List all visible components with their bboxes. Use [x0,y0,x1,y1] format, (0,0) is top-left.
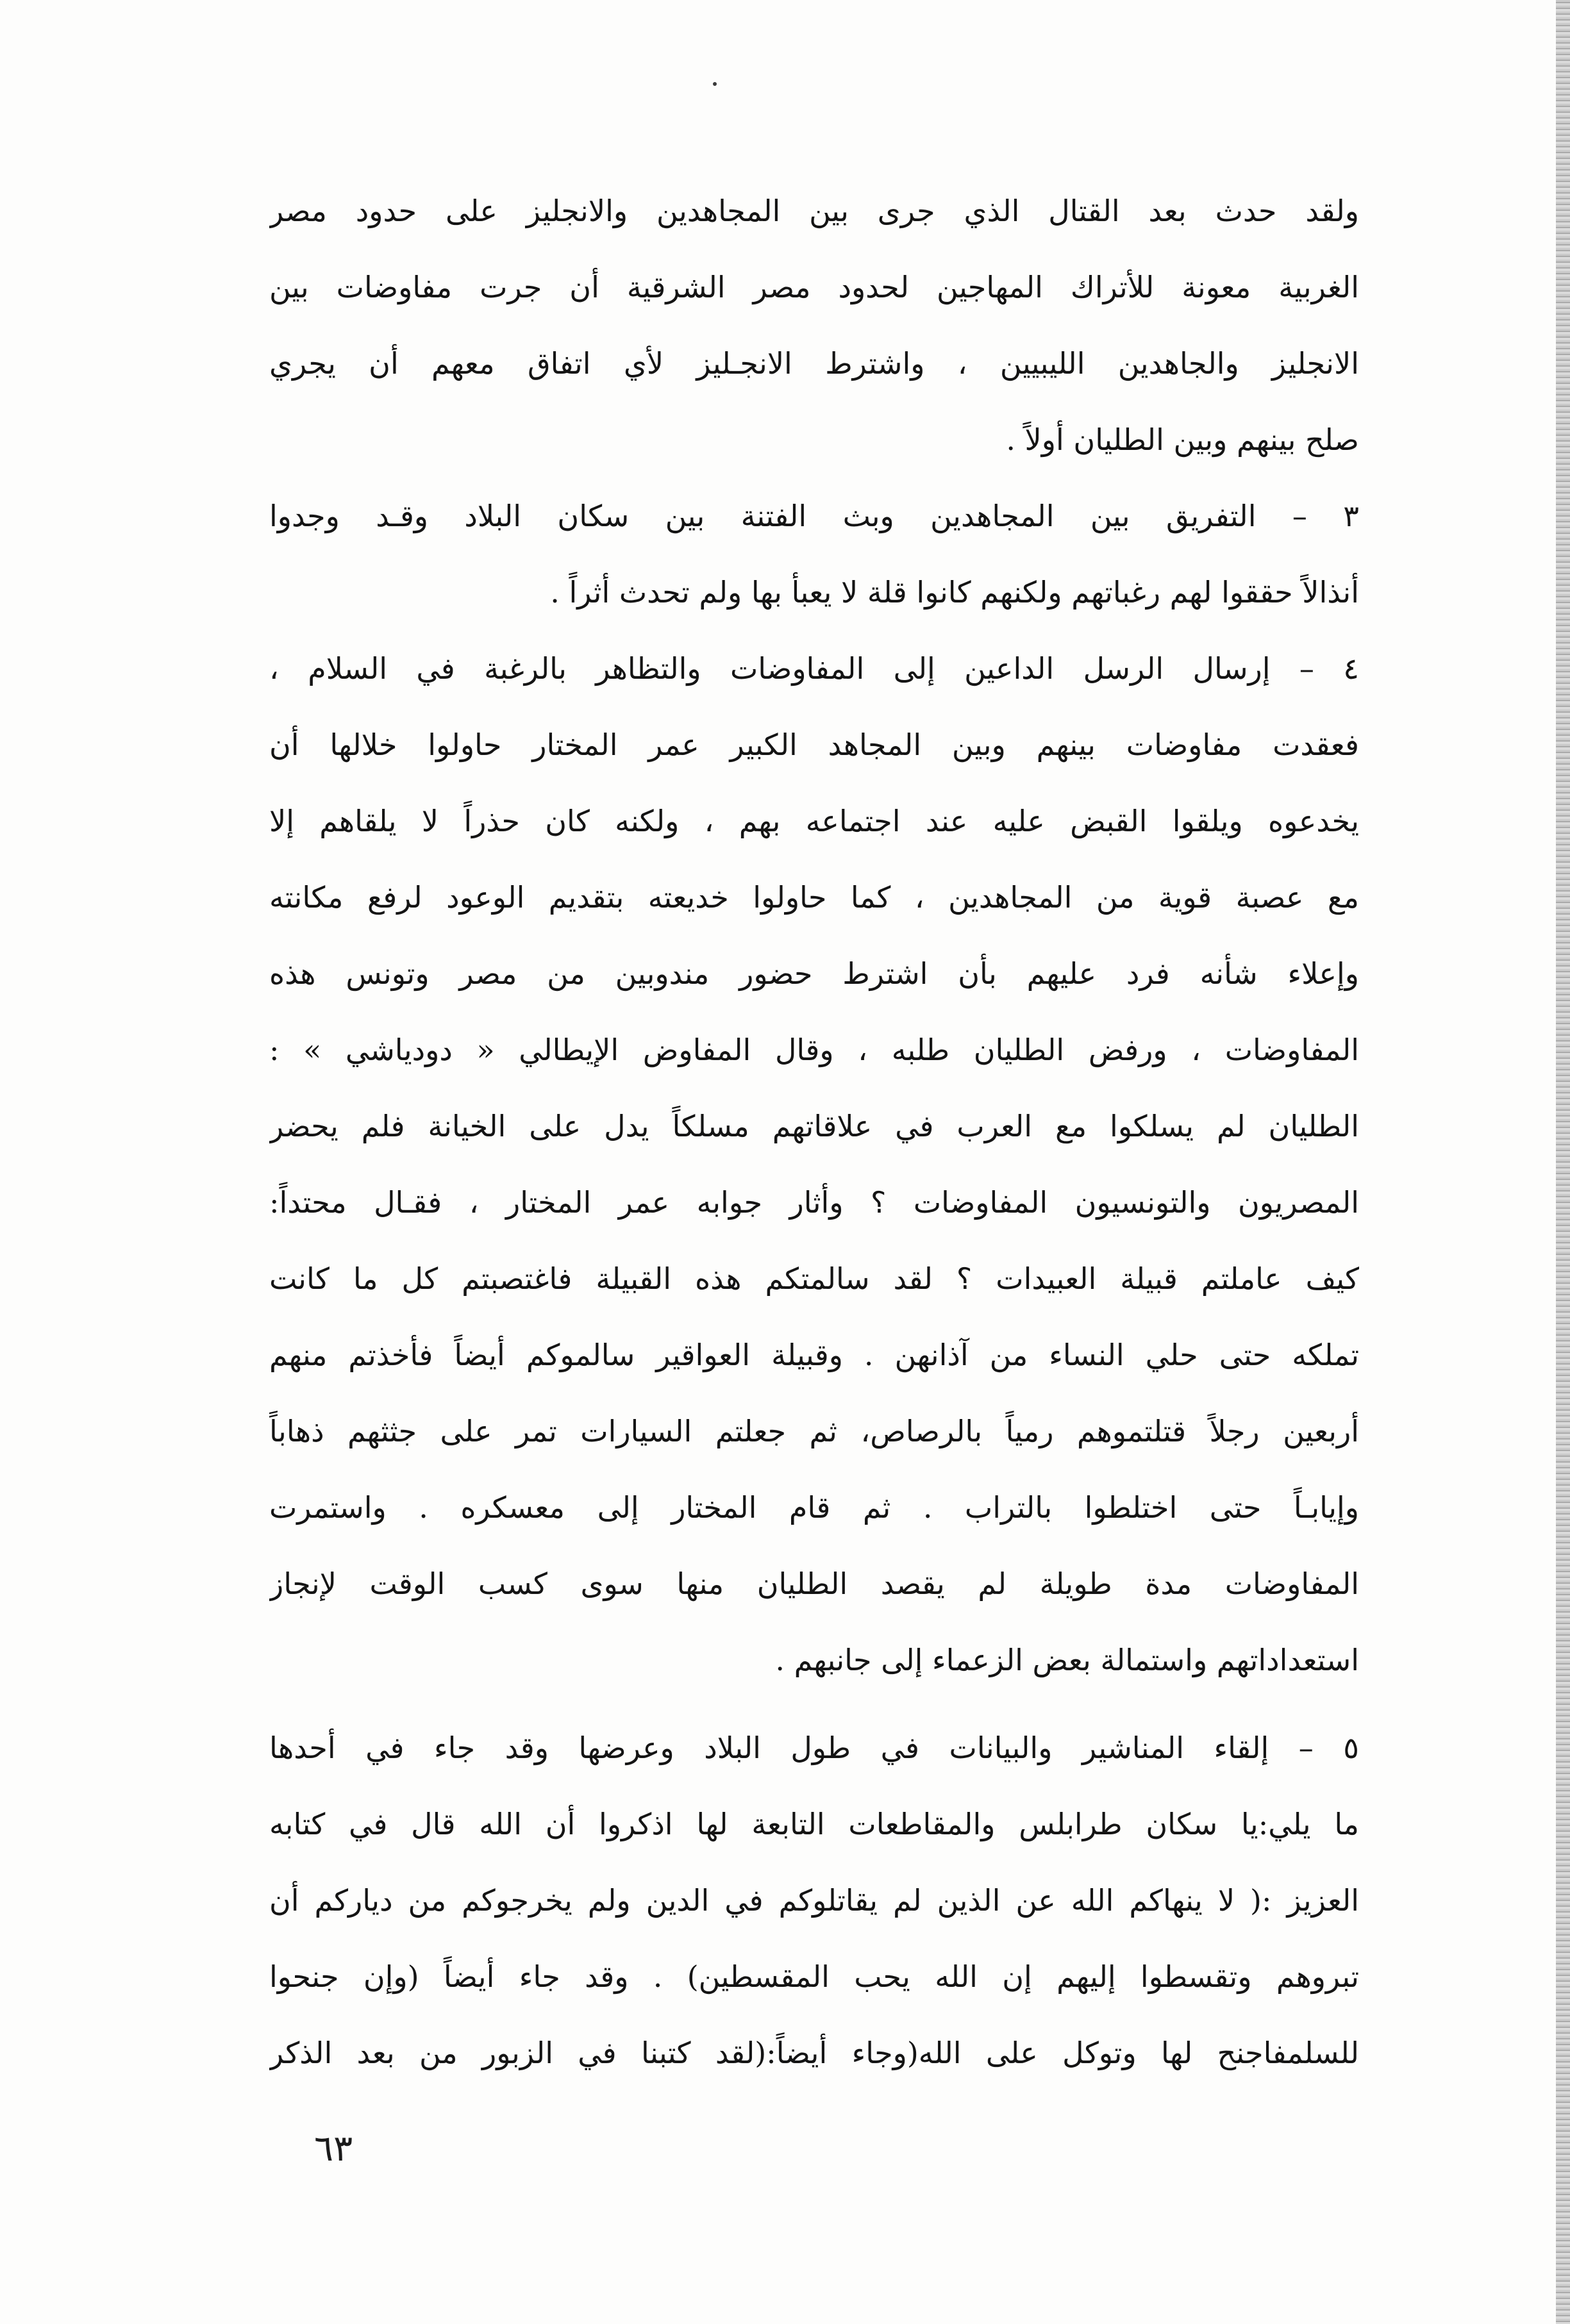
page-body-text [269,173,1359,2091]
text-line: فعقدت مفاوضات بينهم وبين المجاهد الكبير عمر المختار حاولوا خلالها أن [269,727,1359,762]
text-line: استعداداتهم واستمالة بعض الزعماء إلى جانبهم . [775,1643,1359,1677]
paragraph-1 [269,173,1359,478]
text-line: المفاوضات مدة طويلة لم يقصد الطليان منها سوى كسب الوقت لإنجاز [269,1566,1359,1601]
text-line: تبروهم وتقسطوا إليهم إن الله يحب المقسطين) . وقد جاء أيضاً (وإن جنحوا [269,1959,1359,1994]
page-number: ٦٣ [314,2128,353,2170]
text-line: أنذالاً حققوا لهم رغباتهم ولكنهم كانوا قلة لا يعبأ بها ولم تحدث أثراً . [550,575,1359,610]
text-line: صلح بينهم وبين الطليان أولاً . [1006,422,1359,457]
page-edge-scan-artifact [1556,0,1570,2324]
text-line: ٤ – إرسال الرسل الداعين إلى المفاوضات والتظاهر بالرغبة في السلام ، [269,651,1359,686]
text-line: للسلمفاجنح لها وتوكل على الله(وجاء أيضاً:(لقد كتبنا في الزبور من بعد الذكر [269,2036,1359,2070]
text-line: المفاوضات ، ورفض الطليان طلبه ، وقال المفاوض الإيطالي « دودياشي » : [269,1033,1359,1067]
text-line: ولقد حدث بعد القتال الذي جرى بين المجاهدين والانجليز على حدود مصر [269,194,1359,228]
paragraph-2-item-3 [269,478,1359,631]
paragraph-4-item-5 [269,1710,1359,2091]
text-line: ٣ – التفريق بين المجاهدين وبث الفتنة بين سكان البلاد وقـد وجدوا [269,499,1359,533]
text-line: الغربية معونة للأتراك المهاجين لحدود مصر الشرقية أن جرت مفاوضات بين [269,270,1359,304]
text-line: تملكه حتى حلي النساء من آذانهن . وقبيلة العواقير سالموكم أيضاً فأخذتم منهم [269,1338,1359,1372]
text-line: الانجليز والجاهدين الليبيين ، واشترط الانجـليز لأي اتفاق معهم أن يجري [269,346,1359,381]
text-line: وإعلاء شأنه فرد عليهم بأن اشترط حضور مندوبين من مصر وتونس هذه [269,956,1359,991]
text-line: ٥ – إلقاء المناشير والبيانات في طول البلاد وعرضها وقد جاء في أحدها [269,1731,1359,1765]
text-line: الطليان لم يسلكوا مع العرب في علاقاتهم مسلكاً يدل على الخيانة فلم يحضر [269,1109,1359,1143]
text-line: المصريون والتونسيون المفاوضات ؟ وأثار جوابه عمر المختار ، فقـال محتداً: [269,1185,1359,1220]
text-line: كيف عاملتم قبيلة العبيدات ؟ لقد سالمتكم هذه القبيلة فاغتصبتم كل ما كانت [269,1261,1359,1296]
paragraph-3-item-4 [269,631,1359,1698]
text-line: العزيز :( لا ينهاكم الله عن الذين لم يقاتلوكم في الدين ولم يخرجوكم من دياركم أن [269,1883,1359,1918]
text-line: يخدعوه ويلقوا القبض عليه عند اجتماعه بهم ، ولكنه كان حذراً لا يلقاهم إلا [269,804,1359,838]
text-line: مع عصبة قوية من المجاهدين ، كما حاولوا خديعته بتقديم الوعود لرفع مكانته [269,880,1359,915]
text-line: أربعين رجلاً قتلتموهم رمياً بالرصاص، ثم جعلتم السيارات تمر على جثثهم ذهاباً [269,1414,1359,1448]
text-line: وإيابـاً حتى اختلطوا بالتراب . ثم قام المختار إلى معسكره . واستمرت [269,1490,1359,1525]
scan-speck [713,82,717,86]
text-line: ما يلي:يا سكان طرابلس والمقاطعات التابعة لها اذكروا أن الله قال في كتابه [269,1807,1359,1841]
paragraph-spacer [269,1698,1359,1710]
